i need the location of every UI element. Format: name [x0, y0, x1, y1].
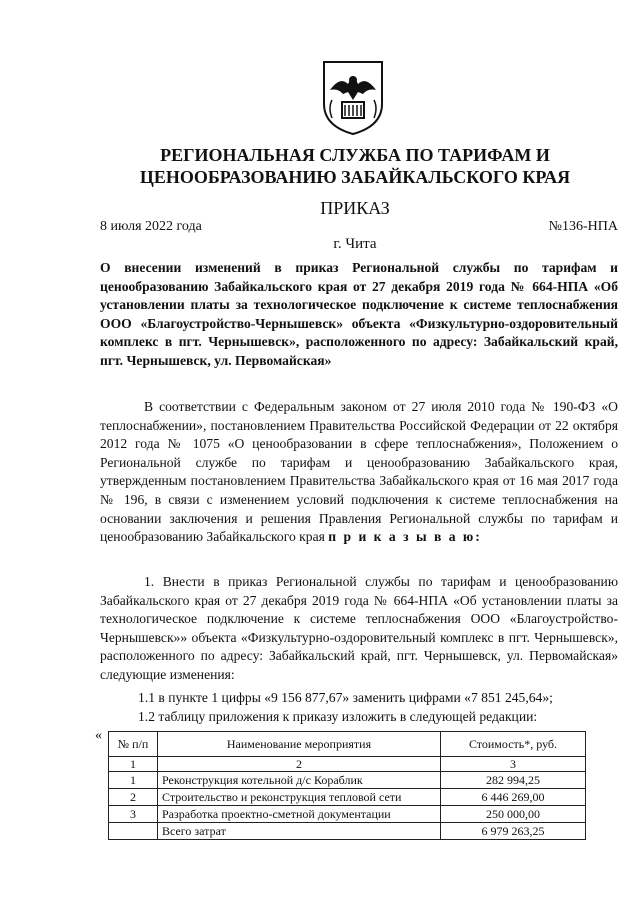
- item-1-paragraph: 1. Внести в приказ Региональной службы по тарифам и ценообразованию Забайкальского края от 27 декабря 2019 года № 664-НПА «Об установлении платы за технологическое подключение к системе теплоснабжения ООО «Благоустройство-Чернышевск»» объекта «Физкультурно-оздоровительный комплекс в пгт. Чернышевск», расположенного по адресу: Забайкальский край, пгт. Чернышевск, ул. Первомайская» следующие изменения:: [100, 574, 618, 682]
- item-1-1: 1.1 в пункте 1 цифры «9 156 877,67» заменить цифрами «7 851 245,64»;: [138, 690, 553, 705]
- row-cost: 282 994,25: [441, 772, 586, 789]
- table-total-row: [109, 823, 586, 840]
- document-city: г. Чита: [333, 236, 377, 252]
- organization-name: [90, 144, 620, 188]
- preamble-paragraph: [100, 398, 618, 547]
- header-name: Наименование мероприятия: [158, 732, 441, 757]
- table-row: [109, 789, 586, 806]
- organization-line-2: ЦЕНООБРАЗОВАНИЮ ЗАБАЙКАЛЬСКОГО КРАЯ: [139, 167, 571, 187]
- row-name: Строительство и реконструкция тепловой сети: [158, 789, 441, 806]
- document-date: 8 июля 2022 года: [100, 219, 202, 234]
- document-number: №136-НПА: [548, 219, 618, 234]
- row-name: Разработка проектно-сметной документации: [158, 806, 441, 823]
- row-number: 2: [109, 789, 158, 806]
- header-number: № п/п: [109, 732, 158, 757]
- table-row: [109, 806, 586, 823]
- organization-line-1: РЕГИОНАЛЬНАЯ СЛУЖБА ПО ТАРИФАМ И: [160, 145, 550, 165]
- table-row: [109, 772, 586, 789]
- row-name: Реконструкция котельной д/с Кораблик: [158, 772, 441, 789]
- table-open-quote: «: [95, 728, 102, 743]
- document-subject: О внесении изменений в приказ Региональной службы по тарифам и ценообразованию Забайкальского края от 27 декабря 2019 года № 664-НПА «Об установлении платы за технологическое подключение к системе теплоснабжения ООО «Благоустройство-Чернышевск» объекта «Физкультурно-оздоровительный комплекс в пгт. Чернышевск», расположенного по адресу: Забайкальский край, пгт. Чернышевск, ул. Первомайская»: [100, 260, 618, 368]
- row-name: Всего затрат: [158, 823, 441, 840]
- row-number: 1: [109, 772, 158, 789]
- column-number: 3: [441, 757, 586, 772]
- column-number: 1: [109, 757, 158, 772]
- row-cost: 250 000,00: [441, 806, 586, 823]
- table-header-row: [109, 732, 586, 757]
- row-number: [109, 823, 158, 840]
- row-cost: 6 446 269,00: [441, 789, 586, 806]
- item-1-2: 1.2 таблицу приложения к приказу изложить в следующей редакции:: [138, 709, 538, 724]
- document-type: ПРИКАЗ: [320, 198, 390, 218]
- row-number: 3: [109, 806, 158, 823]
- coat-of-arms-icon: [318, 58, 388, 136]
- column-number-row: [109, 757, 586, 772]
- column-number: 2: [158, 757, 441, 772]
- order-word: п р и к а з ы в а ю:: [328, 529, 482, 545]
- row-cost: 6 979 263,25: [441, 823, 586, 840]
- preamble-text: В соответствии с Федеральным законом от 27 июля 2010 года № 190-ФЗ «О теплоснабжении», постановлением Правительства Российской Федерации от 22 октября 2012 года № 1075 «О ценообразовании в сфере теплоснабжения», Положением о Региональной службе по тарифам и ценообразованию Забайкальского края, утвержденным постановлением Правительства Забайкальского края от 16 мая 2017 года № 196, в связи с изменением условий подключения к системе теплоснабжения на основании заключения и решения Правления Региональной службы по тарифам и ценообразованию Забайкальского края: [100, 399, 618, 545]
- header-cost: Стоимость*, руб.: [441, 732, 586, 757]
- cost-table: [108, 731, 586, 840]
